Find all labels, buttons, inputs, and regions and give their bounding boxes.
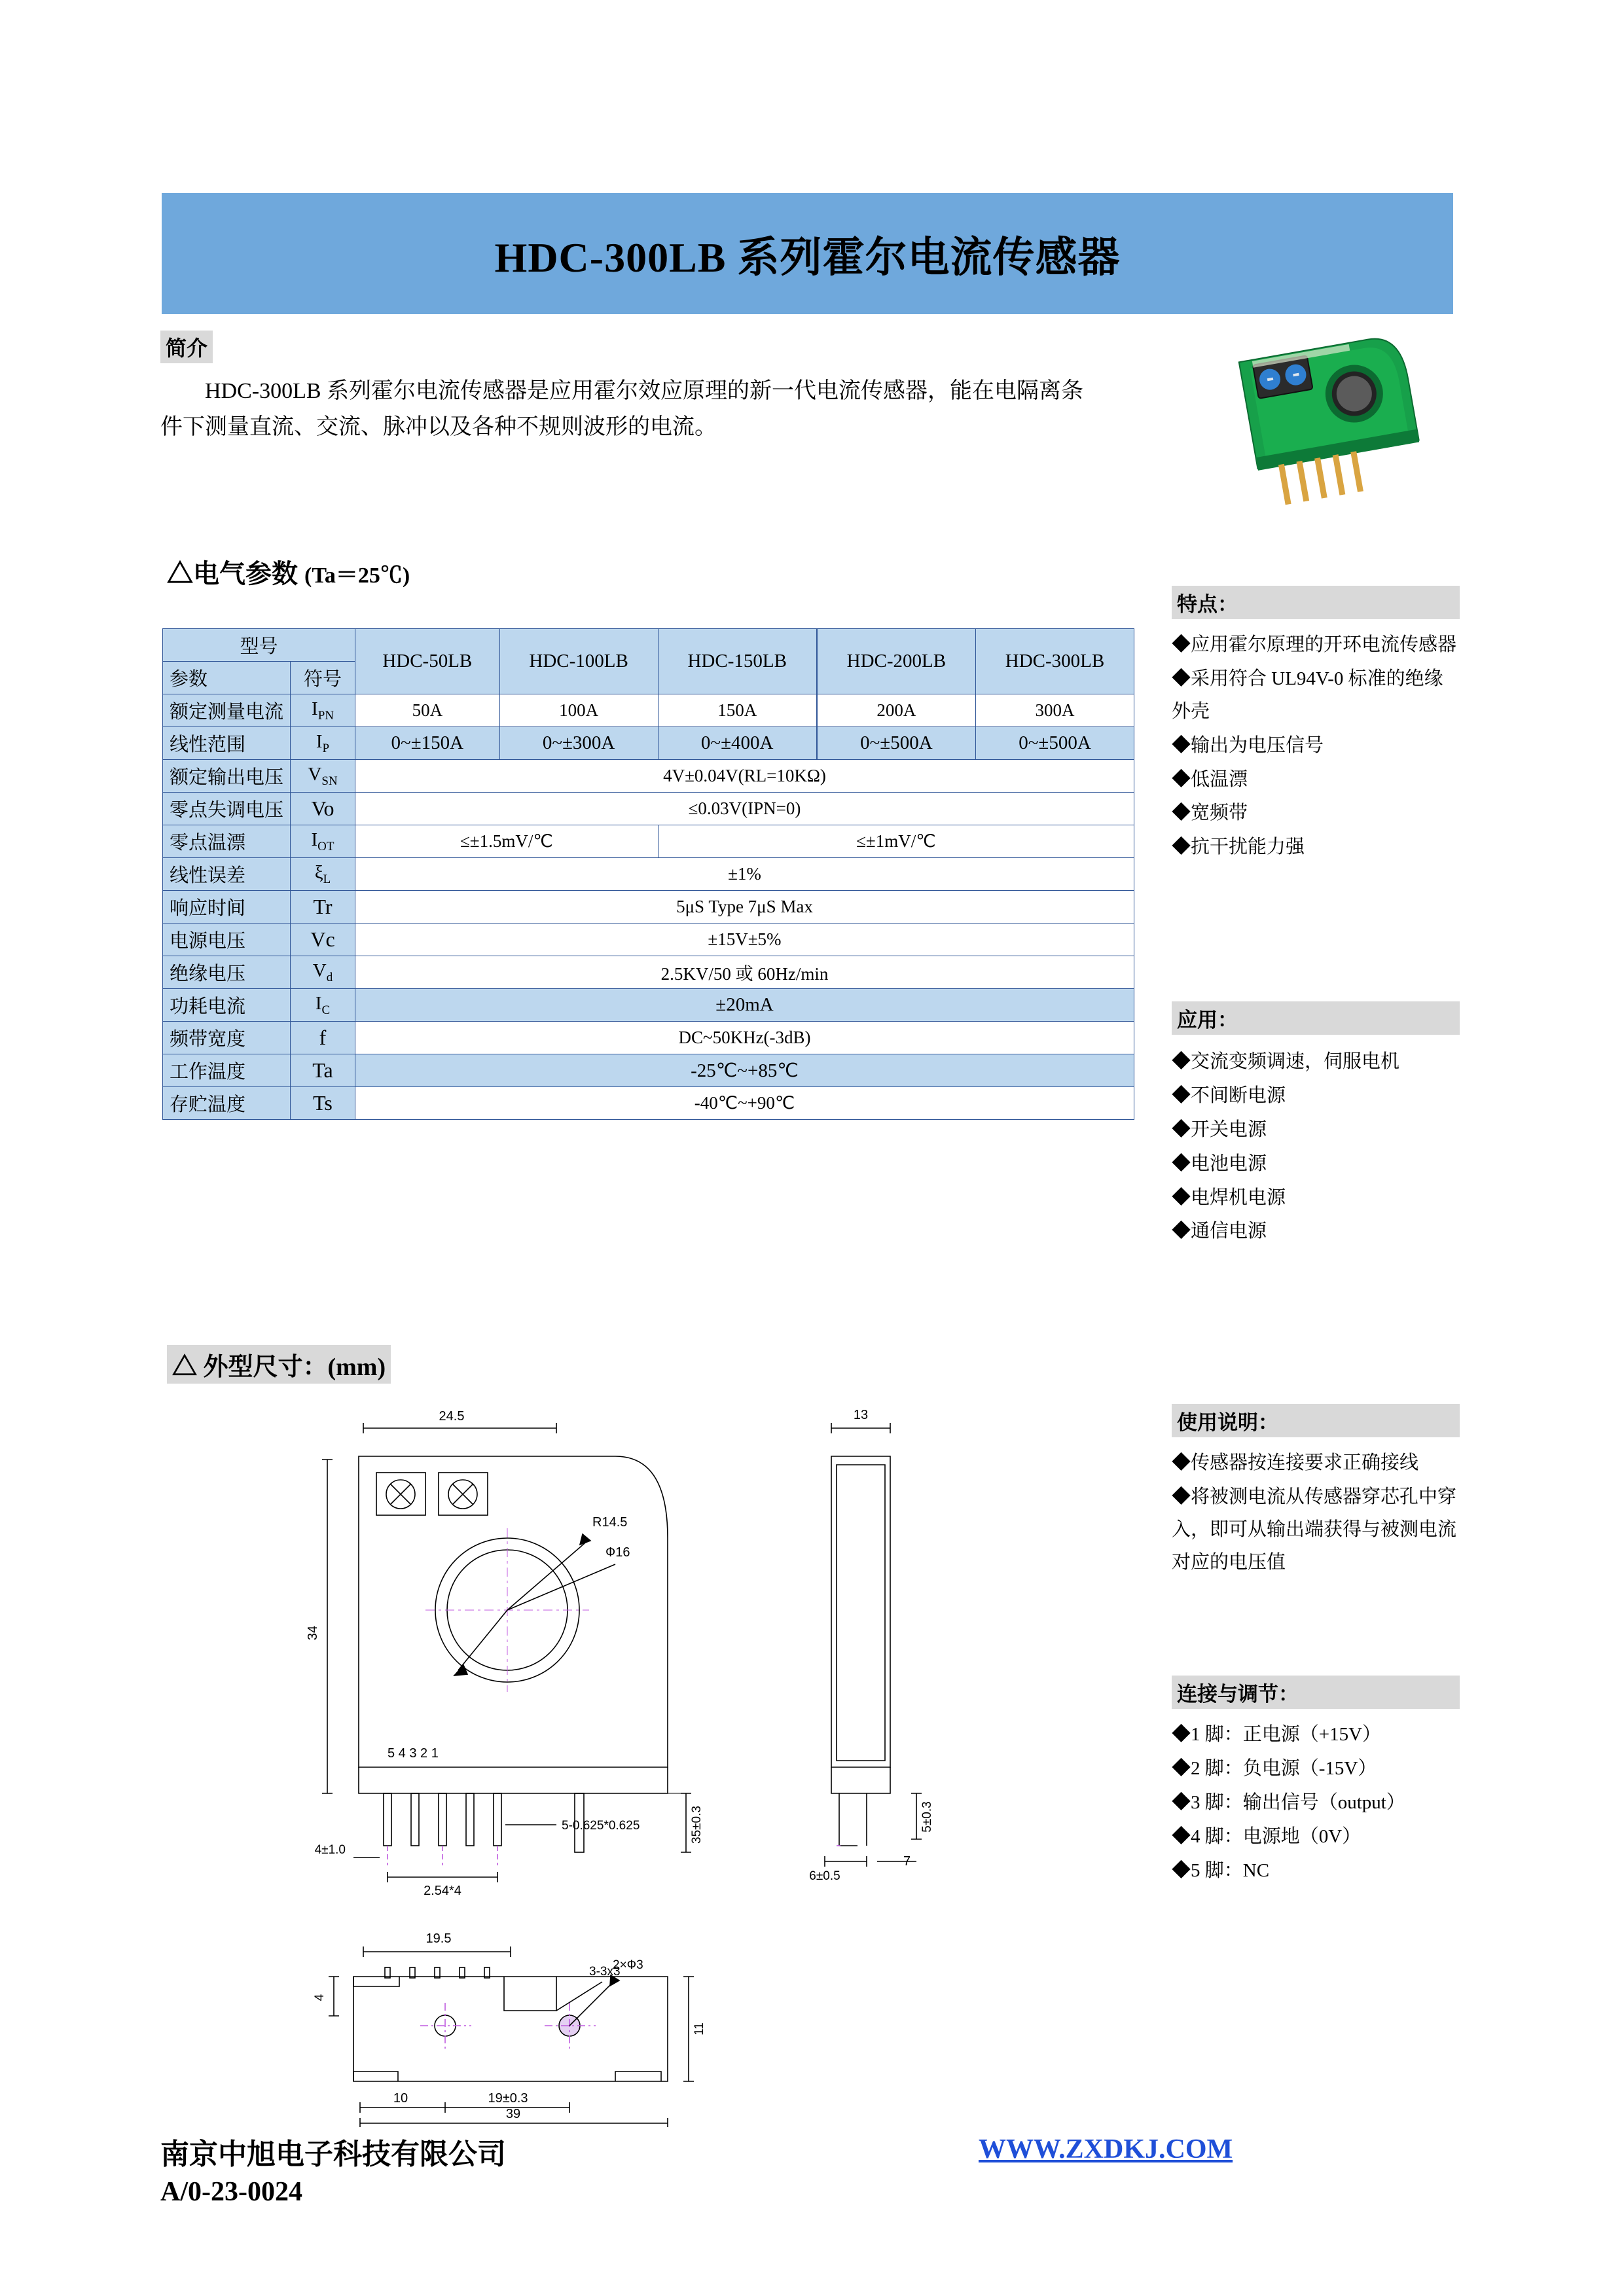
dim-5-03: 5±0.3 — [920, 1801, 934, 1833]
dim-24-5: 24.5 — [439, 1409, 465, 1424]
cell-4-a: ≤±1.5mV/℃ — [355, 825, 659, 858]
row-label-8: 绝缘电压 — [163, 956, 291, 989]
footer-website-link[interactable]: WWW.ZXDKJ.COM — [979, 2134, 1233, 2164]
cell-1-4: 0~±500A — [976, 727, 1134, 760]
dim-2xphi3: 2×Ф3 — [613, 1958, 643, 1972]
page-title: HDC-300LB 系列霍尔电流传感器 — [494, 234, 1121, 281]
dim-39: 39 — [505, 2107, 521, 2121]
dim-R14-5: R14.5 — [592, 1515, 628, 1530]
dim-2-54x4: 2.54*4 — [424, 1884, 461, 1898]
cell-0-2: 150A — [658, 694, 817, 727]
table-row — [163, 989, 1134, 1022]
row-symbol-3: Vo — [291, 793, 355, 825]
cell-1-1: 0~±300A — [499, 727, 658, 760]
dimension-heading-text: △ 外型尺寸：(mm) — [167, 1345, 391, 1384]
intro-heading: 简介 — [160, 331, 213, 363]
corner-param-label: 参数 — [163, 662, 291, 694]
row-label-9: 功耗电流 — [163, 989, 291, 1022]
list-item: ◆抗干扰能力强 — [1172, 836, 1305, 858]
list-item: ◆2 脚：负电源（-15V） — [1172, 1757, 1377, 1779]
dim-35-03: 35±0.3 — [690, 1806, 704, 1844]
row-label-10: 频带宽度 — [163, 1022, 291, 1054]
dim-6-05: 6±0.5 — [809, 1869, 840, 1883]
cell-12-span: -40℃~+90℃ — [355, 1087, 1134, 1120]
dim-5-0625: 5-0.625*0.625 — [562, 1819, 640, 1833]
table-row — [163, 956, 1134, 989]
cell-1-0: 0~±150A — [355, 727, 500, 760]
row-symbol-2: $V_{SN}$ — [291, 760, 355, 793]
list-item: ◆不间断电源 — [1172, 1085, 1286, 1106]
cell-1-3: 0~±500A — [817, 727, 976, 760]
table-row — [163, 727, 1134, 760]
list-item: ◆1 脚：正电源（+15V） — [1172, 1724, 1382, 1745]
cell-8-span: 2.5KV/50 或 60Hz/min — [355, 956, 1134, 989]
table-row — [163, 1054, 1134, 1087]
footer-company: 南京中旭电子科技有限公司 — [160, 2138, 506, 2170]
cell-11-span: -25℃~+85℃ — [355, 1054, 1134, 1087]
row-symbol-10: f — [291, 1022, 355, 1054]
footer-doc-code: A/0-23-0024 — [160, 2177, 302, 2207]
row-symbol-11: Ta — [291, 1054, 355, 1087]
row-label-3: 零点失调电压 — [163, 793, 291, 825]
dim-19-03: 19±0.3 — [488, 2091, 528, 2106]
applications-list — [1172, 1046, 1460, 1249]
features-list — [1172, 629, 1460, 865]
intro-paragraph: HDC-300LB 系列霍尔电流传感器是应用霍尔效应原理的新一代电流传感器，能在电隔离条件下测量直流、交流、脉冲以及各种不规则波形的电流。 — [160, 379, 1084, 440]
features-heading: 特点： — [1172, 586, 1460, 619]
list-item: ◆4 脚：电源地（0V） — [1172, 1825, 1362, 1847]
row-label-6: 响应时间 — [163, 891, 291, 924]
dim-10: 10 — [393, 2091, 408, 2106]
page-title-banner — [162, 193, 1453, 314]
dim-phi16: Ф16 — [605, 1545, 630, 1560]
corner-symbol-label: 符号 — [291, 662, 355, 694]
corner-model-label: 型号 — [163, 629, 355, 662]
cell-10-span: DC~50KHz(-3dB) — [355, 1022, 1134, 1054]
usage-list — [1172, 1447, 1460, 1581]
row-symbol-7: Vc — [291, 924, 355, 956]
list-item: ◆通信电源 — [1172, 1221, 1267, 1242]
dim-pin-numbers: 5 4 3 2 1 — [388, 1746, 439, 1761]
dimension-heading — [167, 1345, 391, 1384]
table-row — [163, 825, 1134, 858]
dim-7: 7 — [903, 1854, 911, 1869]
list-item: ◆应用霍尔原理的开环电流传感器 — [1172, 634, 1457, 655]
usage-heading: 使用说明： — [1172, 1404, 1460, 1437]
model-col-1: HDC-100LB — [499, 629, 658, 694]
row-symbol-8: $V_d$ — [291, 956, 355, 989]
table-row — [163, 1022, 1134, 1054]
electrical-heading-condition: (Ta＝25℃) — [304, 564, 410, 588]
list-item: ◆宽频带 — [1172, 802, 1248, 824]
table-row — [163, 1087, 1134, 1120]
cell-2-span: 4V±0.04V(RL=10KΩ) — [355, 760, 1134, 793]
list-item: ◆开关电源 — [1172, 1119, 1267, 1140]
row-label-2: 额定输出电压 — [163, 760, 291, 793]
table-row — [163, 760, 1134, 793]
cell-5-span: ±1% — [355, 858, 1134, 891]
intro-body — [160, 373, 1090, 445]
list-item: ◆电焊机电源 — [1172, 1187, 1286, 1208]
dim-3-3x3: 3-3x3 — [589, 1965, 621, 1979]
row-symbol-0: $I_{PN}$ — [291, 694, 355, 727]
row-label-7: 电源电压 — [163, 924, 291, 956]
row-label-11: 工作温度 — [163, 1054, 291, 1087]
table-row — [163, 694, 1134, 727]
model-col-4: HDC-300LB — [976, 629, 1134, 694]
dim-19-5: 19.5 — [425, 1931, 452, 1946]
cell-6-span: 5μS Type 7μS Max — [355, 891, 1134, 924]
list-item: ◆输出为电压信号 — [1172, 734, 1324, 756]
electrical-heading-text: △电气参数 — [167, 559, 298, 588]
product-photo-svg — [1224, 321, 1440, 517]
cell-3-span: ≤0.03V(IPN=0) — [355, 793, 1134, 825]
dim-13: 13 — [853, 1408, 869, 1422]
row-symbol-9: $I_C$ — [291, 989, 355, 1022]
list-item: ◆电池电源 — [1172, 1153, 1267, 1174]
row-label-12: 存贮温度 — [163, 1087, 291, 1120]
list-item: ◆3 脚：输出信号（output） — [1172, 1791, 1405, 1813]
model-col-2: HDC-150LB — [658, 629, 817, 694]
list-item: ◆低温漂 — [1172, 768, 1248, 790]
row-symbol-5: $\xi_L$ — [291, 858, 355, 891]
dim-4: 4 — [313, 1994, 327, 2001]
product-photo — [1224, 321, 1440, 517]
cell-9-span: ±20mA — [355, 989, 1134, 1022]
row-label-5: 线性误差 — [163, 858, 291, 891]
table-row — [163, 629, 1134, 662]
applications-heading: 应用： — [1172, 1001, 1460, 1035]
dim-11: 11 — [693, 2022, 706, 2036]
dim-4-1-0: 4±1.0 — [314, 1843, 346, 1857]
connection-heading: 连接与调节： — [1172, 1676, 1460, 1709]
cell-1-2: 0~±400A — [658, 727, 817, 760]
row-label-4: 零点温漂 — [163, 825, 291, 858]
mechanical-drawing-svg — [249, 1388, 1126, 2127]
model-col-3: HDC-200LB — [817, 629, 976, 694]
row-label-1: 线性范围 — [163, 727, 291, 760]
connection-list — [1172, 1719, 1460, 1888]
row-symbol-12: Ts — [291, 1087, 355, 1120]
specification-table — [162, 628, 1134, 1120]
row-label-0: 额定测量电流 — [163, 694, 291, 727]
list-item: ◆采用符合 UL94V-0 标准的绝缘外壳 — [1172, 668, 1443, 722]
table-row — [163, 793, 1134, 825]
dim-34: 34 — [306, 1625, 320, 1641]
list-item: ◆交流变频调速，伺服电机 — [1172, 1051, 1400, 1072]
cell-0-0: 50A — [355, 694, 500, 727]
cell-0-3: 200A — [817, 694, 976, 727]
cell-4-b: ≤±1mV/℃ — [658, 825, 1134, 858]
row-symbol-1: $I_P$ — [291, 727, 355, 760]
list-item: ◆将被测电流从传感器穿芯孔中穿入，即可从输出端获得与被测电流对应的电压值 — [1172, 1486, 1457, 1573]
table-row — [163, 924, 1134, 956]
list-item: ◆5 脚：NC — [1172, 1859, 1270, 1881]
row-symbol-4: $I_{OT}$ — [291, 825, 355, 858]
model-col-0: HDC-50LB — [355, 629, 500, 694]
mechanical-drawing — [249, 1388, 1126, 2127]
list-item: ◆传感器按连接要求正确接线 — [1172, 1452, 1419, 1473]
row-symbol-6: Tr — [291, 891, 355, 924]
cell-0-4: 300A — [976, 694, 1134, 727]
table-row — [163, 891, 1134, 924]
cell-7-span: ±15V±5% — [355, 924, 1134, 956]
cell-0-1: 100A — [499, 694, 658, 727]
table-row — [163, 858, 1134, 891]
electrical-heading — [167, 553, 410, 590]
